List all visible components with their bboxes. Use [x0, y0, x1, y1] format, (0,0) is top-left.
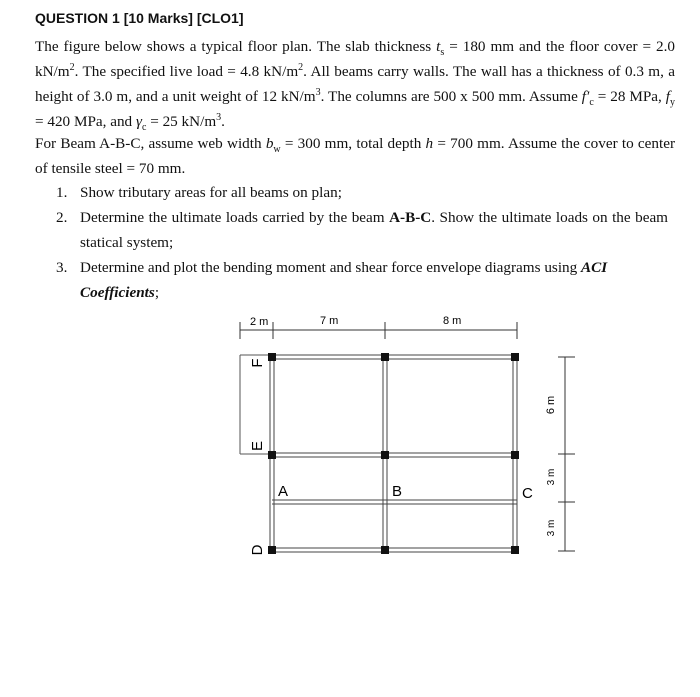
- right-dimension-line: [558, 357, 575, 551]
- beam-label-d: D: [249, 544, 266, 556]
- dim-3m-upper: 3 m: [546, 468, 557, 486]
- task-item: 1. Show tributary areas for all beams on plan;: [56, 184, 342, 201]
- beam-grid: [270, 355, 517, 552]
- dim-2m: 2 m: [250, 316, 269, 328]
- column: [268, 353, 276, 361]
- dim-6m: 6 m: [545, 395, 557, 415]
- column: [268, 546, 276, 554]
- beam-label-a: A: [278, 483, 289, 500]
- task-item: 2. Determine the ultimate loads carried by the beam A-B-C. Show the ultimate loads on the beam statical system;: [56, 209, 669, 251]
- problem-statement: The figure below shows a typical floor plan. The slab thickness $t_s = 180$ mm and the floor cover = 2.0 $kN/m^2$. The specified live load = 4.8 $kN/m^2$. All beams carry walls. The wall has a thickness of 0.3 m, a height of 3.0 m, and a unit weight of 12 $kN/m^3$. The columns are 500 x 500 mm. Assume $f'_c = 28$ MPa, $f_y = 420$ MPa, and $\gamma_c = 25$ $kN/m^3$.: [35, 38, 676, 134]
- column: [381, 353, 389, 361]
- column: [511, 451, 519, 459]
- cantilever-edge: [240, 355, 272, 454]
- column: [381, 546, 389, 554]
- beam-label-f: F: [249, 358, 266, 368]
- beam-label-e: E: [249, 440, 266, 452]
- dim-7m: 7 m: [320, 315, 339, 327]
- dim-8m: 8 m: [443, 315, 462, 327]
- column: [511, 546, 519, 554]
- task-item: 3. Determine and plot the bending moment and shear force envelope diagrams using ACI Coefficients;: [56, 259, 608, 301]
- beam-label-b: B: [392, 483, 403, 500]
- column: [381, 451, 389, 459]
- column: [268, 451, 276, 459]
- top-dimension-line: [240, 322, 517, 339]
- beam-abc-assumptions: For Beam A-B-C, assume web width $b_w = 300$ mm, total depth h = 700 mm. Assume the cover to center of tensile steel = 70 mm.: [35, 135, 676, 177]
- question-title: QUESTION 1 [10 Marks] [CLO1]: [35, 10, 244, 26]
- column: [511, 353, 519, 361]
- dim-3m-lower: 3 m: [546, 519, 557, 537]
- beam-label-c: C: [522, 485, 533, 502]
